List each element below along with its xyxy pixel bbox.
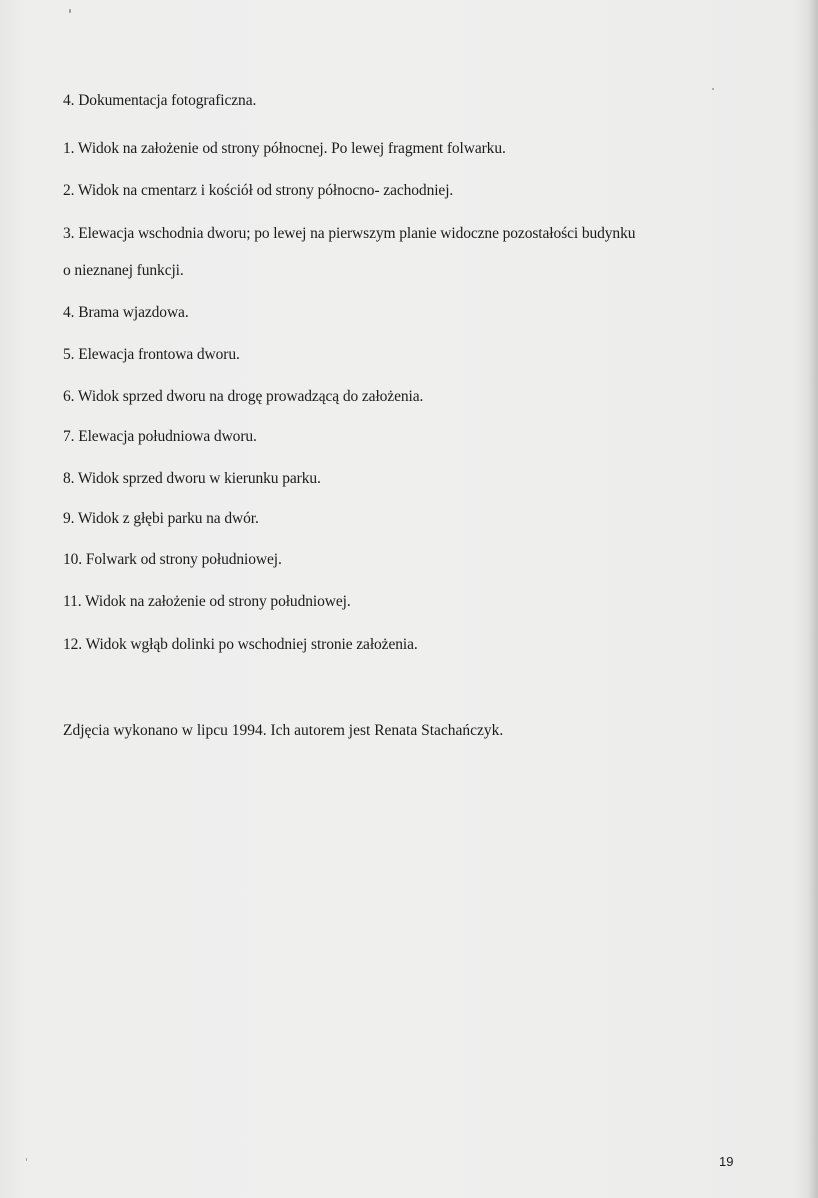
- section-heading: 4. Dokumentacja fotograficzna.: [63, 92, 257, 109]
- scan-speck: [712, 88, 714, 90]
- photo-list-item: 4. Brama wjazdowa.: [63, 304, 189, 321]
- photo-list-item: 8. Widok sprzed dworu w kierunku parku.: [63, 470, 321, 487]
- photo-list-item: 11. Widok na założenie od strony południowej.: [63, 593, 351, 610]
- photo-list-item: 1. Widok na założenie od strony północnej. Po lewej fragment folwarku.: [63, 140, 506, 157]
- photo-list-item: 9. Widok z głębi parku na dwór.: [63, 510, 259, 527]
- photo-list-item: 3. Elewacja wschodnia dworu; po lewej na pierwszym planie widoczne pozostałości budynku: [63, 225, 636, 242]
- page-number: 19: [719, 1154, 734, 1169]
- scan-speck: [69, 9, 71, 13]
- photo-list-item-continuation: o nieznanej funkcji.: [63, 262, 184, 279]
- photo-list-item: 2. Widok na cmentarz i kościół od strony północno- zachodniej.: [63, 182, 454, 199]
- photo-list-item: 6. Widok sprzed dworu na drogę prowadzącą do założenia.: [63, 388, 424, 405]
- photo-list-item: 5. Elewacja frontowa dworu.: [63, 346, 240, 363]
- photo-credit-note: Zdjęcia wykonano w lipcu 1994. Ich autorem jest Renata Stachańczyk.: [63, 722, 504, 739]
- photo-list-item: 7. Elewacja południowa dworu.: [63, 428, 257, 445]
- photo-list-item: 10. Folwark od strony południowej.: [63, 551, 282, 568]
- photo-list-item: 12. Widok wgłąb dolinki po wschodniej stronie założenia.: [63, 636, 418, 653]
- page-edge-shadow: [808, 0, 818, 1198]
- scan-speck: [26, 1158, 27, 1161]
